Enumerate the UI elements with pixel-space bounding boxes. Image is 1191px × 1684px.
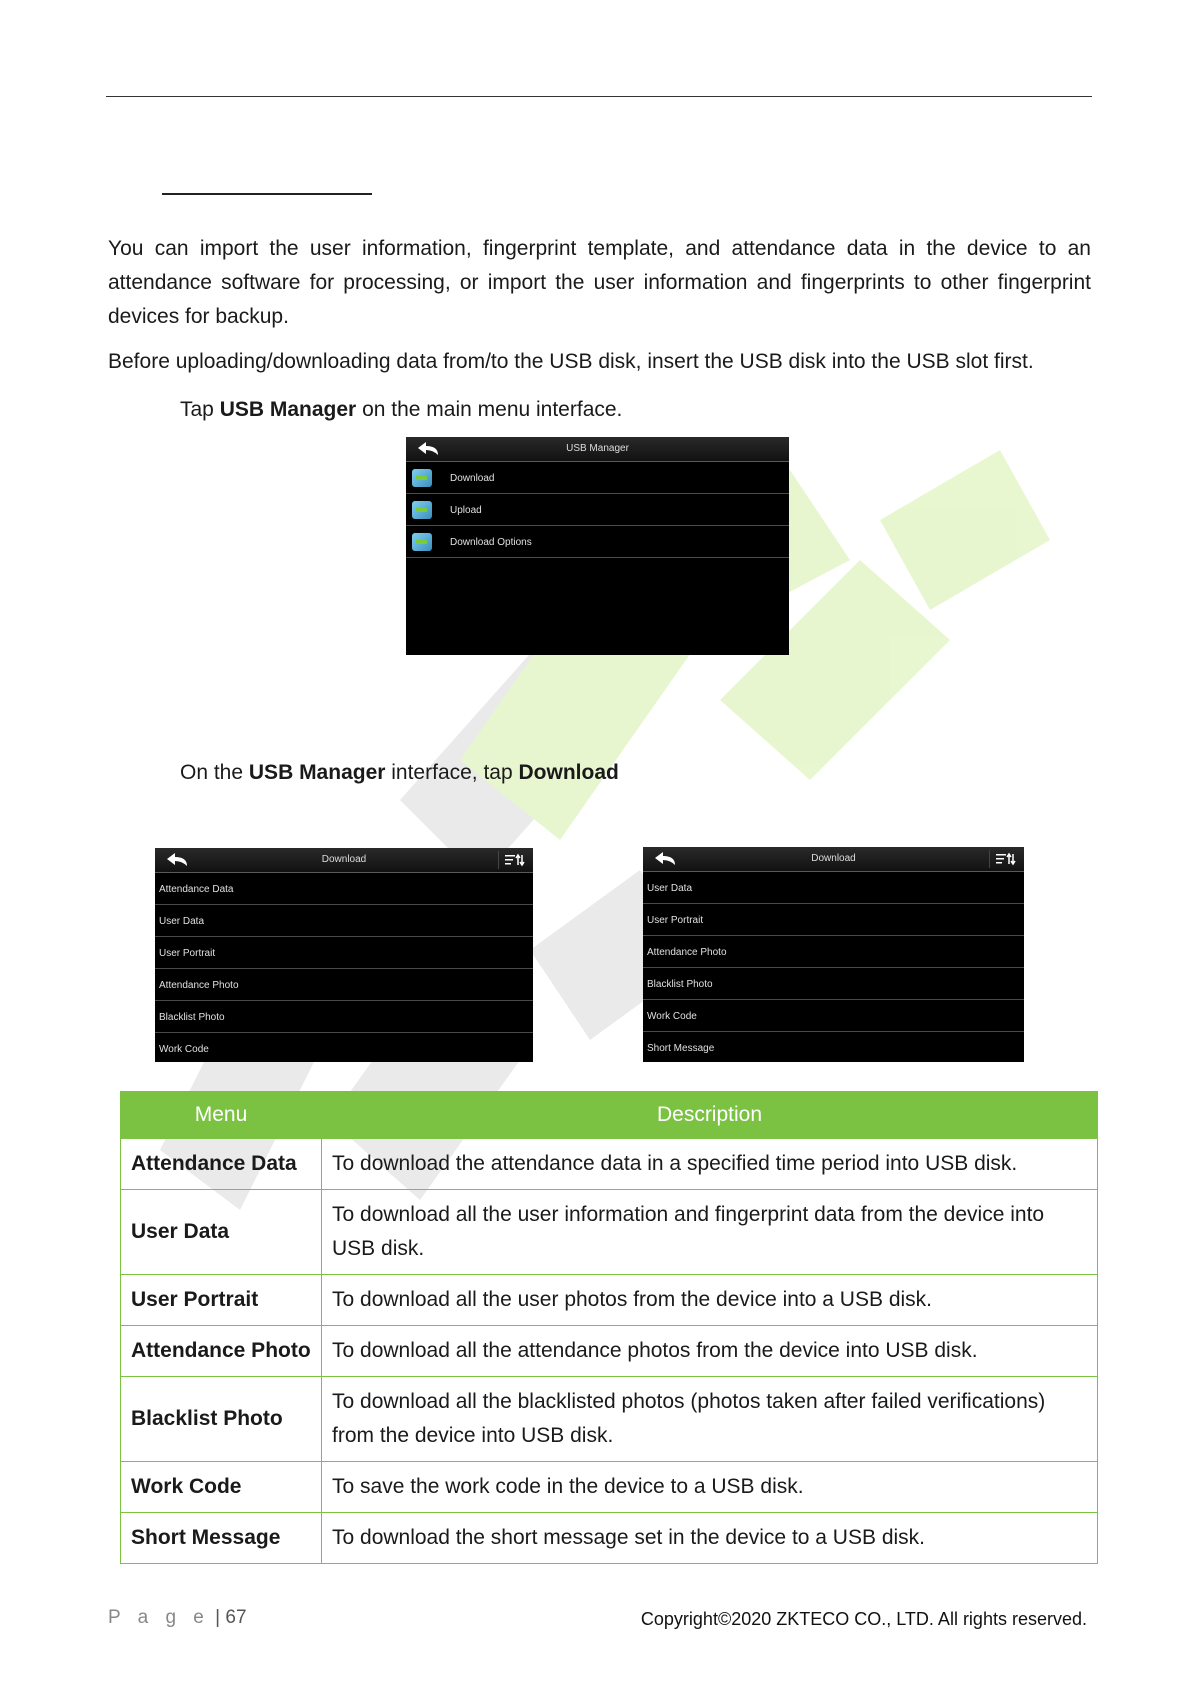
menu-item-download[interactable]: Download <box>406 462 789 494</box>
table-row <box>121 1326 1098 1377</box>
description-cell: To download all the blacklisted photos (photos taken after failed verifications) from the device into USB disk. <box>322 1377 1098 1462</box>
table-row <box>121 1377 1098 1462</box>
table-header-row <box>121 1092 1098 1139</box>
description-cell: To download all the user information and fingerprint data from the device into USB disk. <box>322 1190 1098 1275</box>
menu-cell: Attendance Data <box>121 1139 322 1190</box>
table-row <box>121 1139 1098 1190</box>
list-item[interactable]: Short Message <box>647 1043 715 1054</box>
menu-cell: Blacklist Photo <box>121 1377 322 1462</box>
screen-title-bar <box>643 847 1024 872</box>
screen-title-bar <box>155 848 533 873</box>
description-cell: To download the attendance data in a specified time period into USB disk. <box>322 1139 1098 1190</box>
list-item[interactable]: User Portrait <box>155 937 533 969</box>
download-screenshot-right <box>643 847 1024 1062</box>
list-item[interactable]: Attendance Photo <box>643 936 1024 968</box>
menu-description-table <box>120 1091 1098 1564</box>
menu-item-upload[interactable]: Upload <box>406 494 789 526</box>
table-row <box>121 1190 1098 1275</box>
intro-paragraph-2: Before uploading/downloading data from/to the USB disk, insert the USB disk into the USB slot first. <box>108 350 1034 373</box>
page-number-footer: P a g e | 67 <box>108 1607 247 1628</box>
download-screenshot-left <box>155 848 533 1062</box>
header-menu: Menu <box>121 1092 322 1139</box>
list-item[interactable]: User Data <box>155 905 533 937</box>
screen-title-bar <box>406 437 789 462</box>
intro-paragraph-1: You can import the user information, fingerprint template, and attendance data in the device to an attendance software for processing, or import the user information and fingerprints to other fingerprint devices for backup. <box>108 237 1091 328</box>
menu-cell: Attendance Photo <box>121 1326 322 1377</box>
menu-item-download-options[interactable]: Download Options <box>406 526 789 558</box>
upload-icon <box>412 501 432 519</box>
table-row <box>121 1275 1098 1326</box>
description-cell: To save the work code in the device to a USB disk. <box>322 1462 1098 1513</box>
step-1-bold: USB Manager <box>219 398 357 421</box>
step-2-text: On the USB Manager interface, tap Download <box>180 761 619 784</box>
screen-title: Download <box>321 854 367 865</box>
list-item[interactable]: User Portrait <box>643 904 1024 936</box>
table-row <box>121 1462 1098 1513</box>
list-item[interactable]: Attendance Photo <box>155 969 533 1001</box>
list-item[interactable]: Attendance Data <box>155 873 533 905</box>
description-cell: To download the short message set in the device to a USB disk. <box>322 1513 1098 1564</box>
list-item[interactable]: Blacklist Photo <box>643 968 1024 1000</box>
header-description: Description <box>322 1092 1098 1139</box>
description-cell: To download all the user photos from the device into a USB disk. <box>322 1275 1098 1326</box>
list-item[interactable]: Blacklist Photo <box>155 1001 533 1033</box>
list-item[interactable]: Work Code <box>159 1044 209 1055</box>
sort-icon[interactable] <box>989 850 1018 868</box>
download-icon <box>412 469 432 487</box>
list-item[interactable]: Work Code <box>643 1000 1024 1032</box>
description-cell: To download all the attendance photos from the device into USB disk. <box>322 1326 1098 1377</box>
usb-manager-screenshot <box>406 437 789 655</box>
copyright-footer: Copyright©2020 ZKTECO CO., LTD. All rights reserved. <box>640 1609 1087 1629</box>
screen-title: USB Manager <box>566 443 629 454</box>
step-1-text: Tap USB Manager on the main menu interface. <box>180 398 623 421</box>
menu-cell: User Portrait <box>121 1275 322 1326</box>
menu-cell: Short Message <box>121 1513 322 1564</box>
list-item[interactable]: User Data <box>643 872 1024 904</box>
menu-cell: Work Code <box>121 1462 322 1513</box>
sort-icon[interactable] <box>498 851 527 869</box>
menu-cell: User Data <box>121 1190 322 1275</box>
screen-title: Download <box>811 853 856 864</box>
table-row <box>121 1513 1098 1564</box>
section-heading-underline <box>162 193 372 195</box>
header-rule <box>106 96 1092 97</box>
options-icon <box>412 533 432 551</box>
